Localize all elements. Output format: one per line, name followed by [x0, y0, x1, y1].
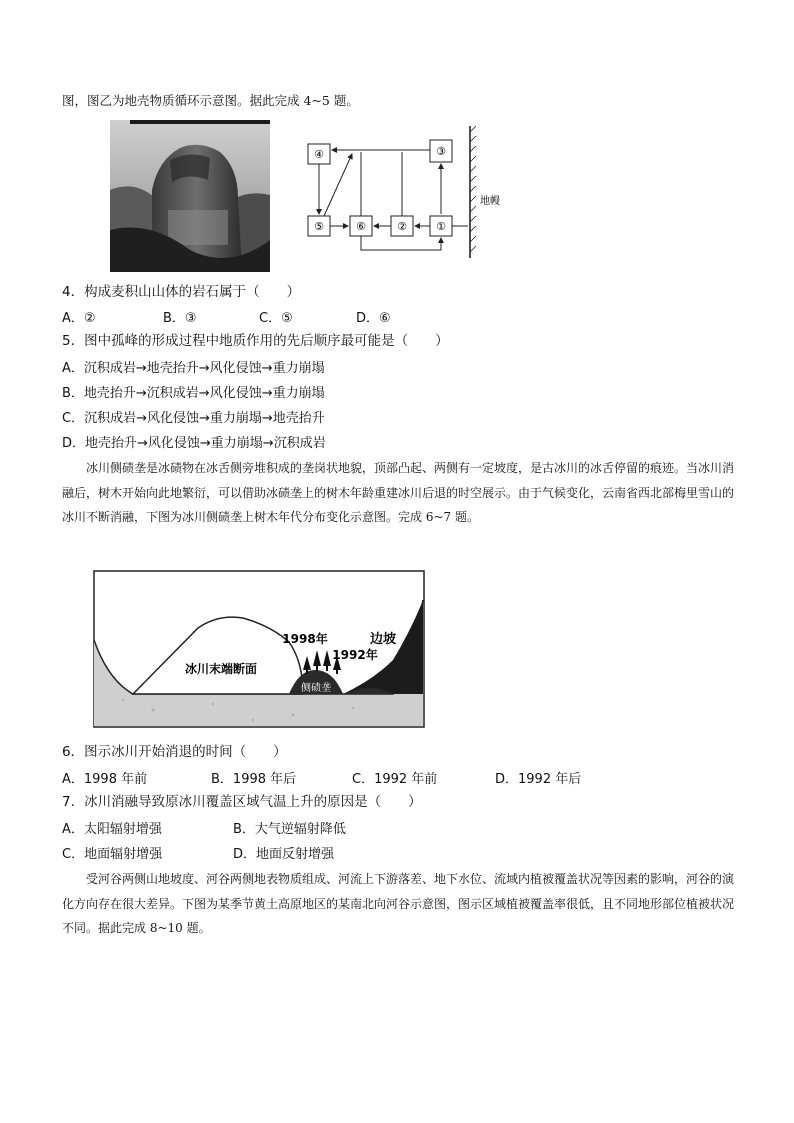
q6-option-d[interactable]: D．1992 年后 — [495, 772, 582, 787]
q7-stem: 7．冰川消融导致原冰川覆盖区域气温上升的原因是（ ） — [62, 794, 422, 810]
passage-valley: 受河谷两侧山地坡度、河谷两侧地表物质组成、河流上下游落差、地下水位、流域内植被覆盖状况等因素的影响，河谷的演化方向存在很大差异。下图为某季节黄土高原地区的某南北向河谷示意图，图示区域植被覆盖率很低，且不同地形部位植被状况不同。据此完成 8~10 题。 — [62, 872, 735, 935]
intro-line: 图，图乙为地壳物质循环示意图。据此完成 4~5 题。 — [62, 93, 359, 108]
year-1998-label: 1998年 — [282, 632, 328, 646]
q4-option-d[interactable]: D．⑥ — [356, 311, 391, 326]
q6-option-b[interactable]: B．1998 年后 — [211, 772, 297, 787]
q7-option-a[interactable]: A．太阳辐射增强 — [62, 822, 162, 837]
q5-option-b[interactable]: B．地壳抬升→沉积成岩→风化侵蚀→重力崩塌 — [62, 386, 325, 401]
q5-stem: 5．图中孤峰的形成过程中地质作用的先后顺序最可能是（ ） — [62, 333, 449, 349]
q4-stem: 4．构成麦积山山体的岩石属于（ ） — [62, 284, 301, 300]
moraine-label: 侧碛垄 — [301, 683, 331, 694]
box-3: ③ — [436, 145, 446, 158]
box-2: ② — [397, 220, 407, 233]
q6-stem: 6．图示冰川开始消退的时间（ ） — [62, 744, 287, 760]
slope-label: 边坡 — [369, 632, 397, 647]
q7-option-b[interactable]: B．大气逆辐射降低 — [233, 822, 346, 837]
q5-option-c[interactable]: C．沉积成岩→风化侵蚀→重力崩塌→地壳抬升 — [62, 411, 325, 426]
box-4: ④ — [314, 148, 324, 161]
q7-option-c[interactable]: C．地面辐射增强 — [62, 847, 163, 862]
q5-option-a[interactable]: A．沉积成岩→地壳抬升→风化侵蚀→重力崩塌 — [62, 361, 325, 376]
rock-cycle-diagram — [296, 126, 510, 258]
maiji-mountain-photo — [110, 120, 270, 272]
q4-option-a[interactable]: A．② — [62, 311, 96, 326]
box-6: ⑥ — [356, 220, 366, 233]
q7-option-d[interactable]: D．地面反射增强 — [233, 847, 335, 862]
glacier-moraine-diagram — [93, 570, 425, 728]
q4-option-b[interactable]: B．③ — [163, 311, 197, 326]
box-1: ① — [436, 220, 446, 233]
glacier-label: 冰川末端断面 — [184, 662, 258, 676]
mantle-label: 地幔 — [480, 196, 500, 207]
year-1992-label: 1992年 — [332, 648, 378, 662]
q4-option-c[interactable]: C．⑤ — [259, 311, 293, 326]
q6-option-c[interactable]: C．1992 年前 — [352, 772, 438, 787]
passage-glacier: 冰川侧碛垄是冰碛物在冰舌侧旁堆积成的垄岗状地貌，顶部凸起、两侧有一定坡度，是古冰川的冰舌停留的痕迹。当冰川消融后，树木开始向此地繁衍，可以借助冰碛垄上的树木年龄重建冰川后退的时空展示。由于气候变化，云南省西北部梅里雪山的冰川不断消融，下图为冰川侧碛垄上树木年代分布变化示意图。完成 6~7 题。 — [62, 461, 735, 524]
q6-option-a[interactable]: A．1998 年前 — [62, 772, 148, 787]
box-5: ⑤ — [314, 220, 324, 233]
q5-option-d[interactable]: D．地壳抬升→风化侵蚀→重力崩塌→沉积成岩 — [62, 436, 326, 451]
